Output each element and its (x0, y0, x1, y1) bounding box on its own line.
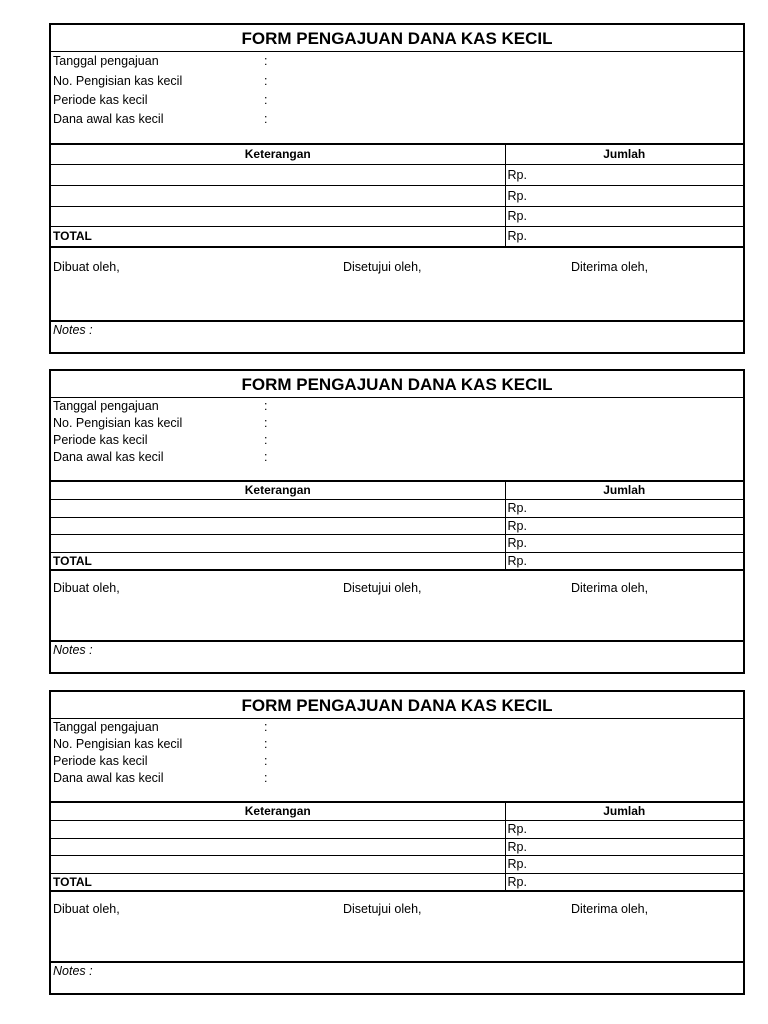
table-row (51, 185, 743, 206)
field-periode (51, 433, 743, 450)
petty-cash-form-3 (49, 690, 745, 995)
header-keterangan: Keterangan (51, 482, 505, 499)
field-label: Periode kas kecil (53, 433, 148, 447)
field-dana-awal (51, 450, 743, 467)
field-no-pengisian (51, 416, 743, 433)
signature-section (51, 571, 743, 642)
petty-cash-form-1 (49, 23, 745, 354)
notes-label: Notes : (53, 323, 93, 337)
cell-keterangan[interactable] (51, 185, 505, 206)
cell-keterangan[interactable] (51, 164, 505, 185)
table-row (51, 499, 743, 517)
table-total-row (51, 873, 743, 891)
field-label: No. Pengisian kas kecil (53, 74, 183, 88)
form-info-section (51, 398, 743, 482)
cell-keterangan[interactable] (51, 499, 505, 517)
field-label: Dana awal kas kecil (53, 112, 164, 126)
cell-jumlah[interactable]: Rp. (505, 838, 743, 855)
cell-jumlah[interactable]: Rp. (505, 206, 743, 226)
field-colon: : (264, 399, 268, 413)
received-by-label: Diterima oleh, (571, 902, 649, 916)
notes-section[interactable] (51, 642, 743, 672)
cell-jumlah[interactable]: Rp. (505, 534, 743, 552)
field-colon: : (264, 450, 268, 464)
field-colon: : (264, 737, 268, 751)
cell-jumlah[interactable]: Rp. (505, 820, 743, 838)
field-label: No. Pengisian kas kecil (53, 416, 183, 430)
table-header-row (51, 482, 743, 499)
cell-keterangan[interactable] (51, 534, 505, 552)
total-jumlah[interactable]: Rp. (505, 552, 743, 570)
made-by-label: Dibuat oleh, (53, 581, 120, 595)
table-row (51, 206, 743, 226)
expense-table (51, 803, 743, 892)
field-label: Dana awal kas kecil (53, 450, 164, 464)
field-no-pengisian (51, 737, 743, 754)
field-no-pengisian (51, 74, 743, 93)
cell-keterangan[interactable] (51, 855, 505, 873)
table-row (51, 820, 743, 838)
approved-by-label: Disetujui oleh, (343, 581, 422, 595)
field-tanggal-pengajuan (51, 54, 743, 74)
cell-jumlah[interactable]: Rp. (505, 855, 743, 873)
received-by-label: Diterima oleh, (571, 581, 649, 595)
table-row (51, 855, 743, 873)
table-row (51, 838, 743, 855)
field-colon: : (264, 112, 268, 126)
cell-jumlah[interactable]: Rp. (505, 185, 743, 206)
total-jumlah[interactable]: Rp. (505, 873, 743, 891)
field-dana-awal (51, 112, 743, 131)
cell-jumlah[interactable]: Rp. (505, 164, 743, 185)
form-info-section (51, 52, 743, 145)
field-colon: : (264, 416, 268, 430)
field-label: Tanggal pengajuan (53, 720, 159, 734)
field-colon: : (264, 74, 268, 88)
made-by-label: Dibuat oleh, (53, 902, 120, 916)
field-colon: : (264, 54, 268, 68)
field-tanggal-pengajuan (51, 399, 743, 416)
field-label: Periode kas kecil (53, 754, 148, 768)
header-jumlah: Jumlah (505, 482, 743, 499)
field-label: Tanggal pengajuan (53, 54, 159, 68)
field-label: Dana awal kas kecil (53, 771, 164, 785)
table-row (51, 534, 743, 552)
field-label: Periode kas kecil (53, 93, 148, 107)
table-header-row (51, 803, 743, 820)
cell-keterangan[interactable] (51, 517, 505, 534)
approved-by-label: Disetujui oleh, (343, 902, 422, 916)
table-header-row (51, 145, 743, 164)
notes-label: Notes : (53, 964, 93, 978)
received-by-label: Diterima oleh, (571, 260, 649, 274)
table-total-row (51, 552, 743, 570)
total-label: TOTAL (51, 552, 505, 570)
field-periode (51, 93, 743, 112)
expense-table (51, 482, 743, 571)
header-keterangan: Keterangan (51, 803, 505, 820)
field-label: No. Pengisian kas kecil (53, 737, 183, 751)
header-jumlah: Jumlah (505, 145, 743, 164)
field-dana-awal (51, 771, 743, 788)
made-by-label: Dibuat oleh, (53, 260, 120, 274)
field-label: Tanggal pengajuan (53, 399, 159, 413)
form-info-section (51, 719, 743, 803)
total-label: TOTAL (51, 873, 505, 891)
field-tanggal-pengajuan (51, 720, 743, 737)
cell-keterangan[interactable] (51, 820, 505, 838)
total-label: TOTAL (51, 226, 505, 247)
petty-cash-form-2 (49, 369, 745, 674)
signature-section (51, 248, 743, 322)
cell-keterangan[interactable] (51, 838, 505, 855)
notes-section[interactable] (51, 322, 743, 352)
field-colon: : (264, 771, 268, 785)
total-jumlah[interactable]: Rp. (505, 226, 743, 247)
cell-keterangan[interactable] (51, 206, 505, 226)
signature-section (51, 892, 743, 963)
field-colon: : (264, 720, 268, 734)
table-total-row (51, 226, 743, 247)
field-colon: : (264, 433, 268, 447)
notes-section[interactable] (51, 963, 743, 993)
table-row (51, 164, 743, 185)
approved-by-label: Disetujui oleh, (343, 260, 422, 274)
header-keterangan: Keterangan (51, 145, 505, 164)
cell-jumlah[interactable]: Rp. (505, 517, 743, 534)
cell-jumlah[interactable]: Rp. (505, 499, 743, 517)
field-periode (51, 754, 743, 771)
header-jumlah: Jumlah (505, 803, 743, 820)
field-colon: : (264, 93, 268, 107)
table-row (51, 517, 743, 534)
expense-table (51, 145, 743, 248)
notes-label: Notes : (53, 643, 93, 657)
form-title: FORM PENGAJUAN DANA KAS KECIL (51, 25, 743, 52)
field-colon: : (264, 754, 268, 768)
form-title: FORM PENGAJUAN DANA KAS KECIL (51, 371, 743, 398)
form-title: FORM PENGAJUAN DANA KAS KECIL (51, 692, 743, 719)
